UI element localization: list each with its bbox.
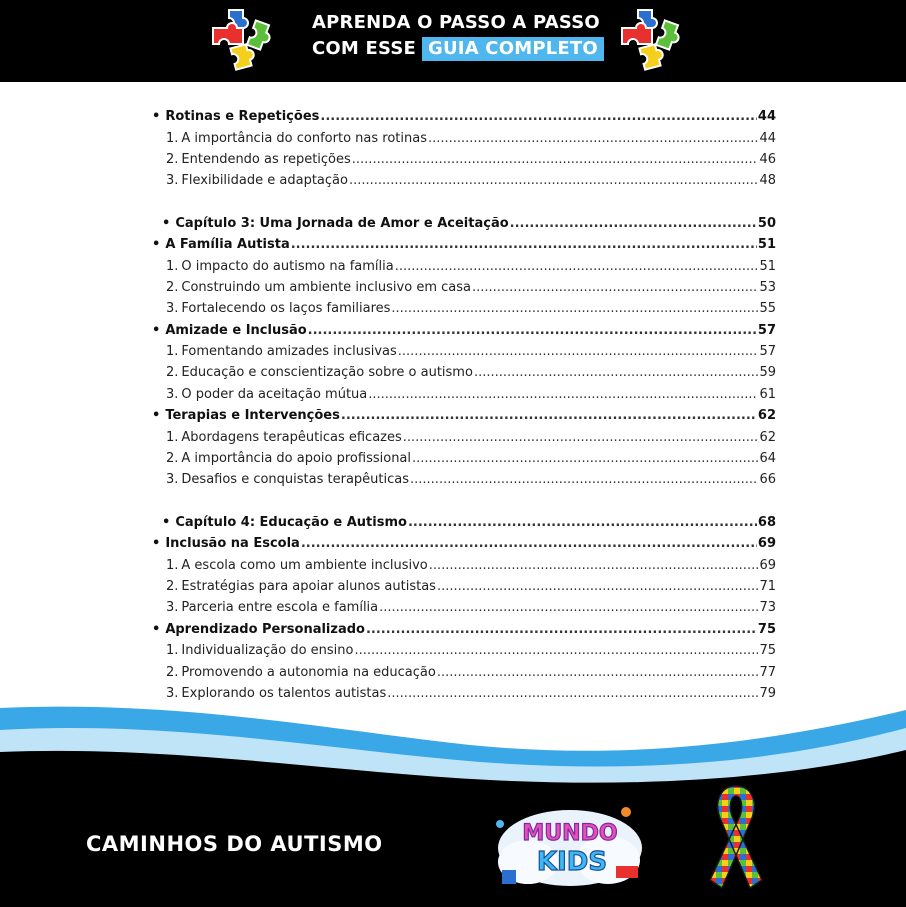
toc-item-number: 2. bbox=[166, 279, 179, 295]
toc-leader-dots bbox=[395, 259, 759, 274]
toc-item bbox=[152, 640, 776, 661]
toc-page-number: 73 bbox=[759, 600, 776, 616]
toc-leader-dots bbox=[301, 536, 757, 551]
toc-title: Desafios e conquistas terapêuticas bbox=[181, 472, 410, 488]
toc-page-number: 51 bbox=[759, 258, 776, 274]
toc-page-number: 71 bbox=[759, 579, 776, 594]
toc-item-number: 3. bbox=[166, 386, 179, 402]
header-banner bbox=[0, 0, 906, 82]
toc-chapter bbox=[152, 512, 776, 533]
toc-item bbox=[152, 170, 776, 191]
logo-text-kids: KIDS bbox=[536, 847, 608, 877]
toc-page-number: 55 bbox=[759, 301, 776, 317]
toc-title: O impacto do autismo na família bbox=[181, 258, 394, 274]
autism-awareness-ribbon-icon bbox=[698, 782, 774, 892]
toc-leader-dots bbox=[403, 430, 759, 445]
toc-leader-dots bbox=[320, 109, 757, 124]
toc-item-number: 1. bbox=[166, 557, 179, 573]
toc-item bbox=[152, 576, 776, 597]
toc-page-number: 68 bbox=[757, 514, 776, 530]
toc-section bbox=[152, 533, 776, 554]
toc-item bbox=[152, 384, 776, 405]
toc-title: Capítulo 4: Educação e Autismo bbox=[175, 514, 407, 530]
mundo-kids-logo bbox=[488, 800, 648, 890]
bullet-icon: • bbox=[152, 109, 161, 125]
toc-item-number: 1. bbox=[166, 130, 179, 146]
toc-page-number: 44 bbox=[757, 109, 776, 125]
header-line-2 bbox=[312, 36, 604, 62]
toc-title: Rotinas e Repetições bbox=[165, 109, 320, 125]
toc-leader-dots bbox=[349, 173, 758, 188]
header-title bbox=[312, 10, 604, 62]
toc-chapter bbox=[152, 213, 776, 234]
toc-title: Individualização do ensino bbox=[181, 643, 354, 659]
toc-title: Explorando os talentos autistas bbox=[181, 685, 387, 701]
toc-page-number: 59 bbox=[759, 365, 776, 381]
toc-page-number: 62 bbox=[759, 429, 776, 445]
toc-gap bbox=[152, 491, 776, 512]
toc-item-number: 1. bbox=[166, 344, 179, 360]
toc-item bbox=[152, 426, 776, 447]
toc-item-number: 2. bbox=[166, 664, 179, 680]
toc-title: Flexibilidade e adaptação bbox=[181, 173, 348, 189]
toc-gap bbox=[152, 192, 776, 213]
table-of-contents bbox=[152, 106, 776, 704]
toc-item bbox=[152, 448, 776, 469]
toc-leader-dots bbox=[410, 472, 758, 487]
toc-leader-dots bbox=[391, 301, 758, 316]
puzzle-pieces-icon bbox=[616, 4, 696, 74]
puzzle-pieces-icon bbox=[207, 4, 287, 74]
toc-leader-dots bbox=[398, 344, 759, 359]
toc-leader-dots bbox=[428, 131, 758, 146]
toc-title: Inclusão na Escola bbox=[165, 536, 300, 552]
toc-page-number: 48 bbox=[759, 173, 776, 189]
toc-item-number: 3. bbox=[166, 173, 179, 189]
toc-item bbox=[152, 362, 776, 383]
toc-title: A importância do conforto nas rotinas bbox=[181, 130, 427, 146]
toc-leader-dots bbox=[510, 216, 757, 231]
toc-section bbox=[152, 320, 776, 341]
toc-title: Estratégias para apoiar alunos autistas bbox=[181, 579, 436, 594]
toc-title: Entendendo as repetições bbox=[181, 151, 351, 167]
toc-page-number: 44 bbox=[759, 130, 776, 146]
toc-item-number: 1. bbox=[166, 258, 179, 274]
toc-page-number: 75 bbox=[757, 621, 776, 637]
toc-item-number: 2. bbox=[166, 451, 179, 467]
footer-title: CAMINHOS DO AUTISMO bbox=[86, 832, 383, 856]
toc-item-number: 2. bbox=[166, 151, 179, 167]
bullet-icon: • bbox=[152, 237, 161, 253]
bullet-icon: • bbox=[152, 621, 161, 637]
toc-item-number: 3. bbox=[166, 600, 179, 616]
toc-item bbox=[152, 554, 776, 575]
toc-item bbox=[152, 298, 776, 319]
toc-page-number: 57 bbox=[757, 322, 776, 338]
toc-item bbox=[152, 597, 776, 618]
toc-leader-dots bbox=[366, 622, 757, 637]
toc-item-number: 3. bbox=[166, 685, 179, 701]
toc-page-number: 75 bbox=[759, 643, 776, 659]
toc-title: Capítulo 3: Uma Jornada de Amor e Aceitação bbox=[175, 215, 509, 231]
toc-page-number: 53 bbox=[759, 279, 776, 295]
toc-title: Aprendizado Personalizado bbox=[165, 621, 365, 637]
toc-page-number: 64 bbox=[759, 451, 776, 467]
toc-page-number: 62 bbox=[757, 408, 776, 424]
bullet-icon: • bbox=[162, 514, 171, 530]
toc-leader-dots bbox=[474, 365, 759, 380]
header-line-1: APRENDA O PASSO A PASSO bbox=[312, 12, 600, 33]
toc-leader-dots bbox=[408, 515, 757, 530]
bullet-icon: • bbox=[152, 408, 161, 424]
toc-leader-dots bbox=[341, 408, 757, 423]
toc-item-number: 1. bbox=[166, 429, 179, 445]
toc-leader-dots bbox=[354, 643, 758, 658]
toc-title: A escola como um ambiente inclusivo bbox=[181, 557, 428, 573]
toc-page-number: 66 bbox=[759, 472, 776, 488]
toc-section bbox=[152, 234, 776, 255]
toc-title: Amizade e Inclusão bbox=[165, 322, 307, 338]
toc-leader-dots bbox=[308, 323, 757, 338]
toc-item bbox=[152, 341, 776, 362]
header-line-2-prefix: COM ESSE bbox=[312, 38, 417, 59]
toc-title: Fomentando amizades inclusivas bbox=[181, 344, 397, 360]
toc-leader-dots bbox=[379, 600, 758, 615]
toc-page-number: 79 bbox=[759, 685, 776, 701]
toc-item bbox=[152, 255, 776, 276]
toc-leader-dots bbox=[437, 665, 759, 680]
toc-page-number: 51 bbox=[757, 237, 776, 253]
toc-item-number: 3. bbox=[166, 301, 179, 317]
toc-title: A importância do apoio profissional bbox=[181, 451, 412, 467]
toc-title: Terapias e Intervenções bbox=[165, 408, 340, 424]
toc-title: Fortalecendo os laços familiares bbox=[181, 301, 391, 317]
toc-title: O poder da aceitação mútua bbox=[181, 386, 368, 402]
toc-leader-dots bbox=[437, 579, 758, 594]
bullet-icon: • bbox=[162, 215, 171, 231]
toc-item-number: 2. bbox=[166, 579, 179, 594]
toc-title: Parceria entre escola e família bbox=[181, 600, 379, 616]
toc-page-number: 69 bbox=[759, 557, 776, 573]
toc-leader-dots bbox=[412, 451, 758, 466]
toc-section bbox=[152, 106, 776, 127]
toc-item bbox=[152, 277, 776, 298]
toc-item bbox=[152, 149, 776, 170]
toc-leader-dots bbox=[291, 237, 757, 252]
toc-page-number: 77 bbox=[759, 664, 776, 680]
toc-section bbox=[152, 619, 776, 640]
toc-title: Abordagens terapêuticas eficazes bbox=[181, 429, 402, 445]
toc-item-number: 2. bbox=[166, 365, 179, 381]
toc-section bbox=[152, 405, 776, 426]
toc-page-number: 57 bbox=[759, 344, 776, 360]
toc-title: Educação e conscientização sobre o autismo bbox=[181, 365, 473, 381]
toc-item-number: 3. bbox=[166, 472, 179, 488]
toc-page-number: 50 bbox=[757, 215, 776, 231]
toc-item-number: 1. bbox=[166, 643, 179, 659]
toc-page-number: 69 bbox=[757, 536, 776, 552]
toc-item bbox=[152, 661, 776, 682]
toc-item bbox=[152, 469, 776, 490]
header-highlight: GUIA COMPLETO bbox=[422, 37, 604, 61]
toc-title: A Família Autista bbox=[165, 237, 290, 253]
toc-page-number: 61 bbox=[759, 386, 776, 402]
toc-leader-dots bbox=[352, 152, 759, 167]
toc-page-number: 46 bbox=[759, 151, 776, 167]
bullet-icon: • bbox=[152, 536, 161, 552]
bullet-icon: • bbox=[152, 322, 161, 338]
toc-title: Construindo um ambiente inclusivo em casa bbox=[181, 279, 471, 295]
toc-title: Promovendo a autonomia na educação bbox=[181, 664, 436, 680]
toc-leader-dots bbox=[472, 280, 758, 295]
toc-item bbox=[152, 127, 776, 148]
toc-leader-dots bbox=[368, 387, 758, 402]
toc-leader-dots bbox=[429, 558, 759, 573]
logo-text-mundo: MUNDO bbox=[522, 821, 618, 846]
